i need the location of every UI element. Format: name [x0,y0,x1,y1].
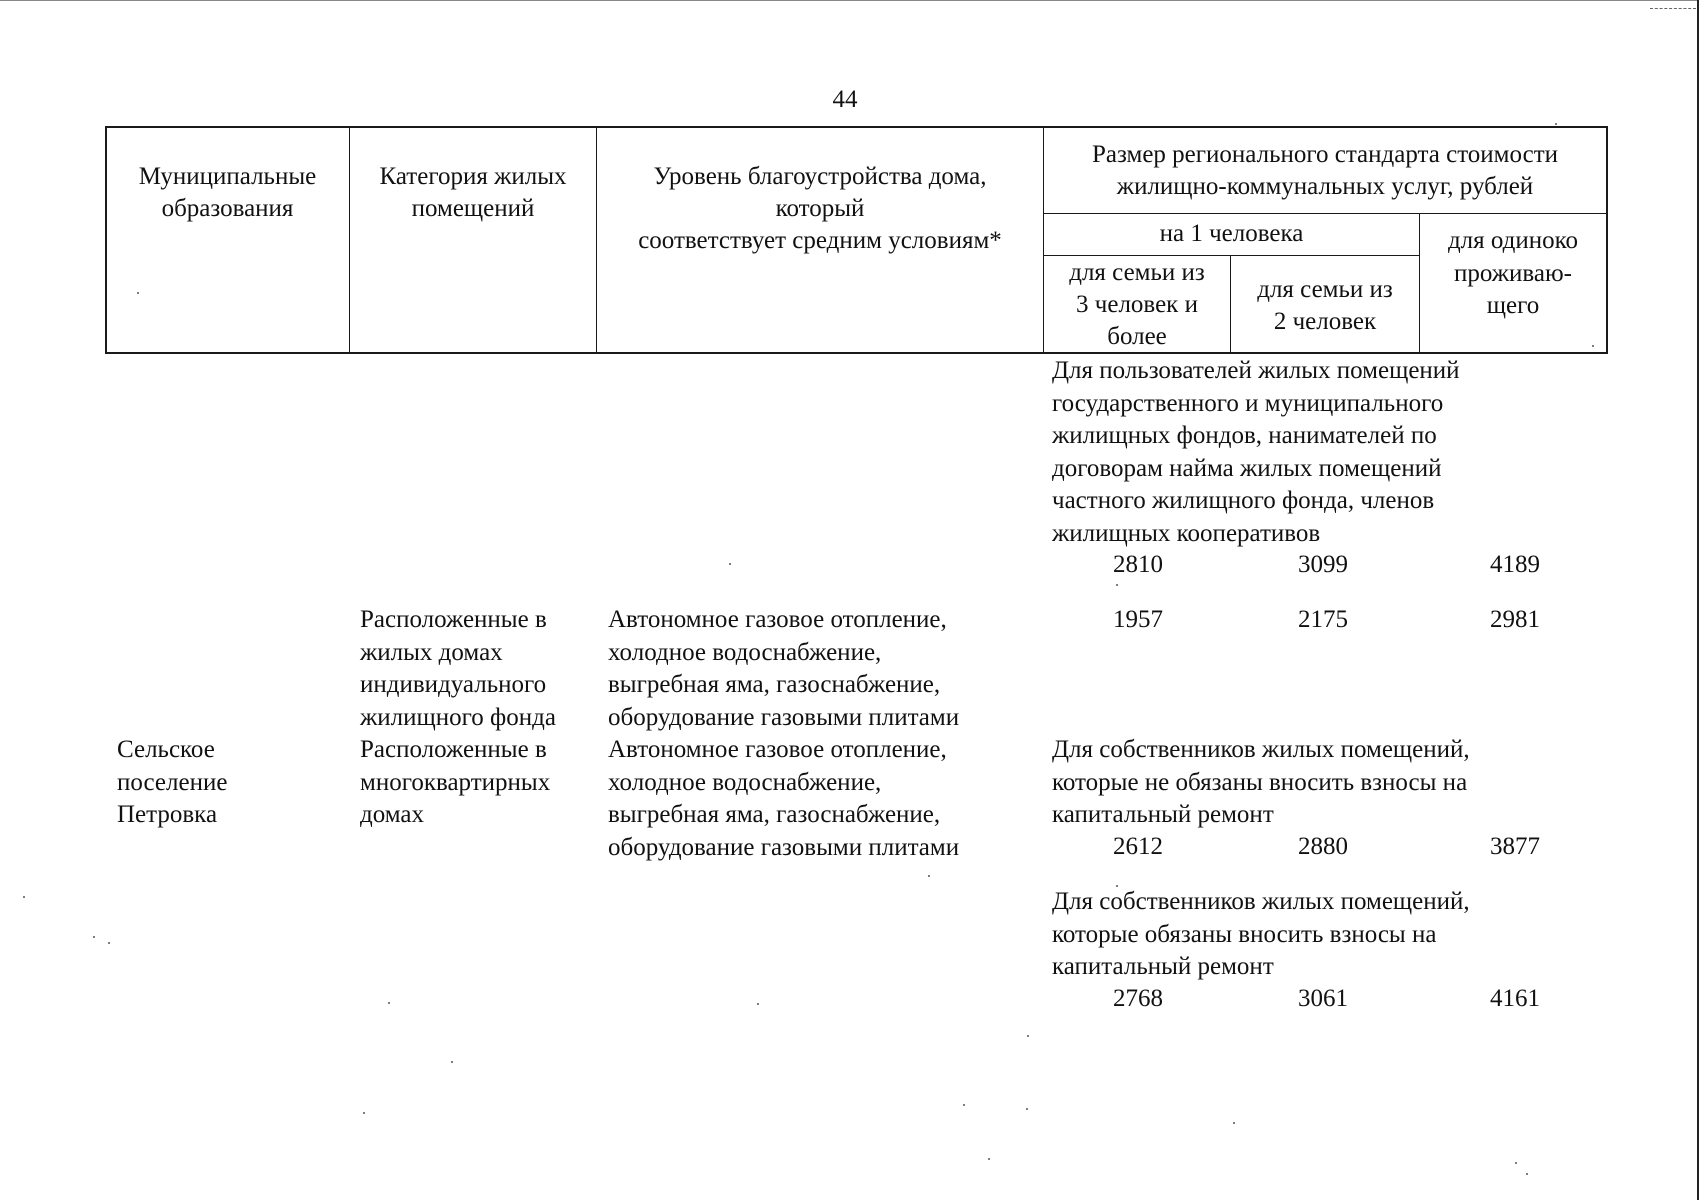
value-family2: 3061 [1298,985,1348,1012]
value-single: 2981 [1490,606,1540,633]
page-number: 44 [832,86,858,113]
scan-top-edge [0,0,1699,1]
value-family2: 3099 [1298,551,1348,578]
scan-dashed-mark [1650,8,1696,9]
value-single: 3877 [1490,833,1540,860]
value-single: 4189 [1490,551,1540,578]
value-family3: 2768 [1113,985,1163,1012]
table-top-border [105,126,1608,128]
value-family3: 2810 [1113,551,1163,578]
per-person-row-divider [1043,255,1419,256]
table-header-bottom-border [105,352,1608,354]
value-family3: 1957 [1113,606,1163,633]
value-family2: 2880 [1298,833,1348,860]
header-per-person: на 1 человека [1159,220,1304,247]
value-single: 4161 [1490,985,1540,1012]
group-row-divider [1043,213,1608,214]
value-family3: 2612 [1113,833,1163,860]
table-right-border [1606,126,1608,354]
value-family2: 2175 [1298,606,1348,633]
